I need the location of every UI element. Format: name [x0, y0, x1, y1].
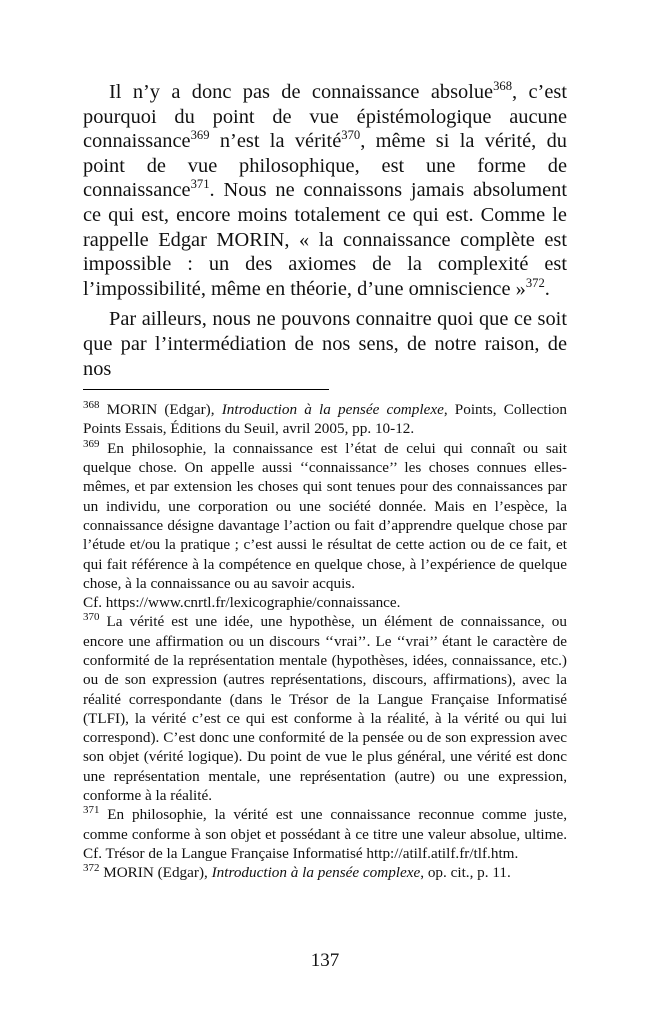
paragraph-2: Par ailleurs, nous ne pouvons connaitre quoi que ce soit que par l’intermédiation de nos sens, de notre raison, de nos	[83, 308, 567, 380]
footnote-ref-372[interactable]: 372	[525, 275, 545, 290]
footnote-text: La vérité est une idée, une hypothèse, un élément de connaissance, ou encore une affirmation ou un discours ‘‘vrai’’. Le ‘‘vrai’’ étant le caractère de conformité de la représentation mentale (hypothèses, idées, connaissance, etc.) ou de son expression (autres représentations, discours, affirmations), avec la réalité correspondante (dans le Trésor de la Langue Française Informatisé (TLFI), la vérité c’est ce qui est conforme à la réalité, à la vérité ou qui lui correspond). C’est donc une conformité de la pensée ou de son expression avec son objet (vérité logique). Du point de vue le plus général, une vérité est donc une représentation mentale, une représentation (autre) ou une expression, conforme à la réalité.	[83, 613, 567, 805]
text-run: .	[544, 277, 550, 300]
text-run: , c’est pourquoi du point de vue épistémologique aucune connaissance	[83, 81, 567, 153]
footnote-ref-371[interactable]: 371	[190, 177, 210, 192]
footnote-text: MORIN (Edgar),	[99, 401, 222, 419]
footnote-370	[83, 612, 567, 805]
footnote-number: 372	[83, 862, 100, 875]
book-title: Introduction à la pensée complexe	[211, 864, 421, 882]
footnotes	[83, 400, 567, 882]
page-content	[83, 80, 567, 883]
footnote-text: MORIN (Edgar),	[99, 864, 212, 882]
text-run: . Nous ne connaissons jamais absolument ce qui est, encore moins totalement ce qui est. Comme le rappelle Edgar MORIN, « la connaissance complète est impossible : un des axiomes de la complexité est l’impossibilité, même en théorie, d’une omniscience »	[83, 179, 567, 300]
book-title: Introduction à la pensée complexe	[221, 401, 444, 419]
paragraph-1	[83, 80, 567, 301]
footnote-text: En philosophie, la connaissance est l’état de celui qui connaît ou sait quelque chose. On appelle aussi ‘‘connaissance’’ les choses connues elles-mêmes, et par extension les choses qui sont tenues pour des connaissances par un individu, une corporation ou une société donnée. Mais en l’espèce, la connaissance désigne davantage l’action ou fait d’apprendre quelque chose par l’étude et/ou la pratique ; c’est aussi le résultat de cette action ou de ce fait, et qui fait référence à la compétence en quelque chose, à l’expérience de quelque chose, à la connaissance ou au savoir acquis.	[83, 439, 567, 592]
text-run: , même si la vérité, du point de vue philosophique, est une forme de connaissance	[83, 130, 567, 202]
footnote-number: 370	[83, 611, 100, 624]
footnote-text: , op. cit., p. 11.	[420, 864, 511, 882]
footnote-number: 369	[83, 437, 100, 450]
footnote-number: 371	[83, 804, 100, 817]
footnote-369-cf[interactable]: Cf. https://www.cnrtl.fr/lexicographie/connaissance.	[83, 594, 401, 612]
footnote-ref-370[interactable]: 370	[341, 128, 361, 143]
footnote-368	[83, 400, 567, 439]
page-number: 137	[310, 950, 340, 971]
text-run: n’est la vérité	[209, 130, 342, 153]
footnote-text: , Points, Collection Points Essais, Éditions du Seuil, avril 2005, pp. 10-12.	[83, 401, 567, 438]
footnote-text: En philosophie, la vérité est une connaissance reconnue comme juste, comme conforme à son objet et possédant à ce titre une valeur absolue, ultime. Cf. Trésor de la Langue Française Informatisé http://atilf.atilf.fr/tlf.htm.	[83, 806, 567, 862]
footnote-371	[83, 805, 567, 863]
footnote-ref-368[interactable]: 368	[493, 79, 513, 94]
footnote-369	[83, 439, 567, 593]
footnote-372	[83, 863, 567, 882]
text-run: Il n’y a donc pas de connaissance absolue	[109, 81, 494, 103]
footnote-ref-369[interactable]: 369	[190, 128, 210, 143]
footnote-number: 368	[83, 399, 100, 412]
footnote-separator	[83, 389, 329, 390]
main-text	[83, 80, 567, 381]
